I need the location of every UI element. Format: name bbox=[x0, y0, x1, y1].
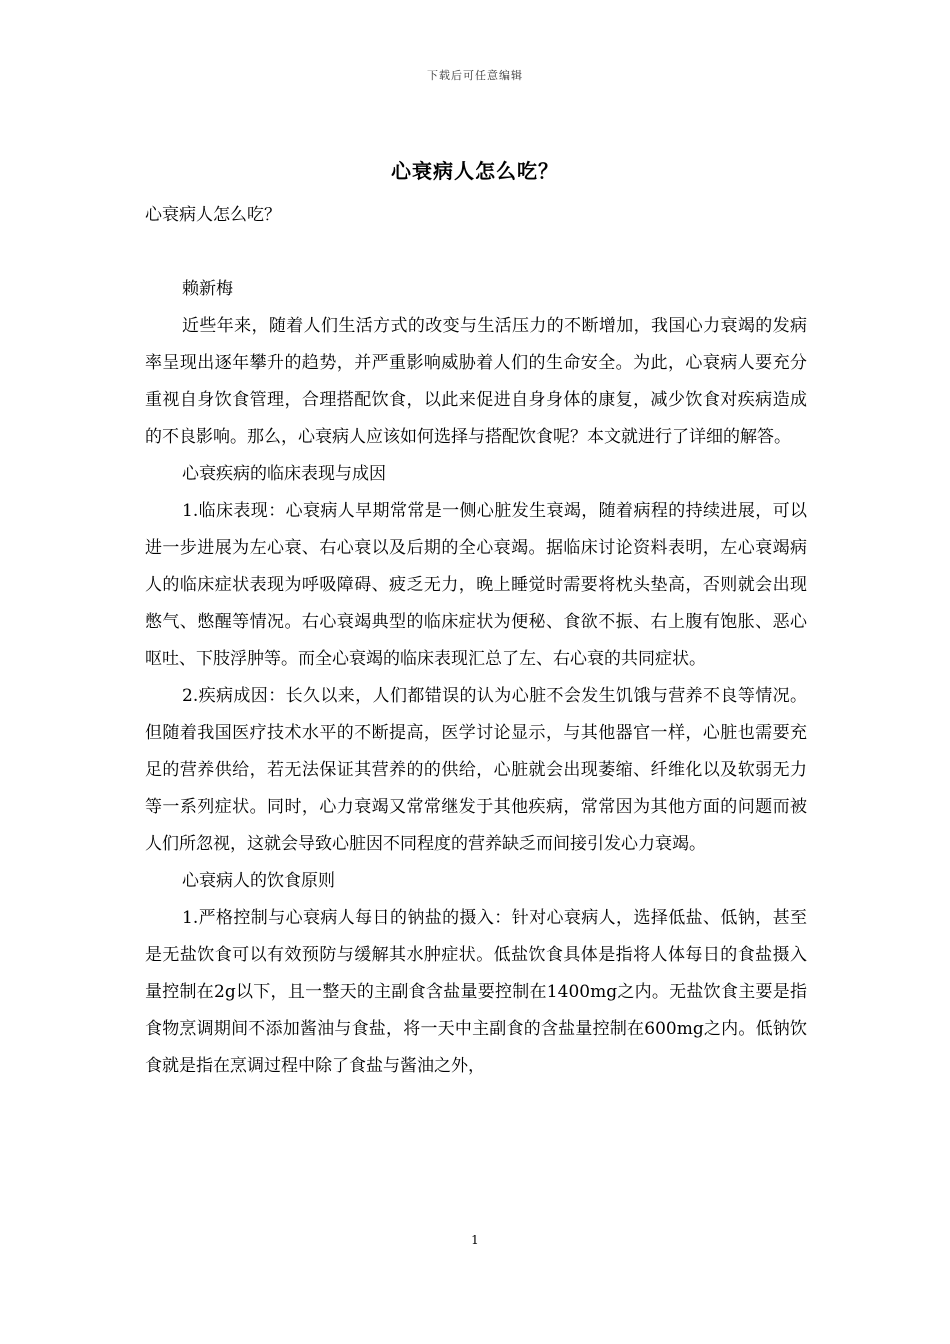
page-number: 1 bbox=[471, 1233, 479, 1247]
section-heading-clinical: 心衰疾病的临床表现与成因 bbox=[182, 464, 386, 484]
paragraph-intro: 近些年来，随着人们生活方式的改变与生活压力的不断增加，我国心力衰竭的发病率呈现出逐年攀升的趋势，并严重影响威胁着人们的生命安全。为此，心衰病人要充分重视自身饮食管理，合理搭配饮食，以此来促进自身身体的康复，减少饮食对疾病造成的不良影响。那么，心衰病人应该如何选择与搭配饮食呢？本文就进行了详细的解答。 bbox=[145, 316, 807, 447]
section-heading-diet: 心衰病人的饮食原则 bbox=[182, 871, 335, 891]
paragraph-sodium-control: 1.严格控制与心衰病人每日的钠盐的摄入：针对心衰病人，选择低盐、低钠，甚至是无盐饮食可以有效预防与缓解其水肿症状。低盐饮食具体是指将人体每日的食盐摄入量控制在2g以下，且一整天的主副食含盐量要控制在1400mg之内。无盐饮食主要是指食物烹调期间不添加酱油与食盐，将一天中主副食的含盐量控制在600mg之内。低钠饮食就是指在烹调过程中除了食盐与酱油之外， bbox=[145, 908, 807, 1076]
blank-line bbox=[145, 234, 807, 271]
document-subtitle: 心衰病人怎么吃？ bbox=[145, 205, 281, 225]
author-name: 赖新梅 bbox=[182, 279, 233, 299]
paragraph-clinical-manifestation: 1.临床表现：心衰病人早期常常是一侧心脏发生衰竭，随着病程的持续进展，可以进一步进展为左心衰、右心衰以及后期的全心衰竭。据临床讨论资料表明，左心衰竭病人的临床症状表现为呼吸障碍、疲乏无力，晚上睡觉时需要将枕头垫高，否则就会出现憋气、憋醒等情况。右心衰竭典型的临床症状为便秘、食欲不振、右上腹有饱胀、恶心呕吐、下肢浮肿等。而全心衰竭的临床表现汇总了左、右心衰的共同症状。 bbox=[145, 501, 807, 669]
document-title: 心衰病人怎么吃？ bbox=[391, 159, 559, 183]
paragraph-disease-cause: 2.疾病成因：长久以来，人们都错误的认为心脏不会发生饥饿与营养不良等情况。但随着我国医疗技术水平的不断提高，医学讨论显示，与其他器官一样，心脏也需要充足的营养供给，若无法保证其营养的的供给，心脏就会出现萎缩、纤维化以及软弱无力等一系列症状。同时，心力衰竭又常常继发于其他疾病，常常因为其他方面的问题而被人们所忽视，这就会导致心脏因不同程度的营养缺乏而间接引发心力衰竭。 bbox=[145, 686, 807, 854]
header-note: 下载后可任意编辑 bbox=[427, 69, 523, 82]
document-body bbox=[145, 197, 807, 1085]
